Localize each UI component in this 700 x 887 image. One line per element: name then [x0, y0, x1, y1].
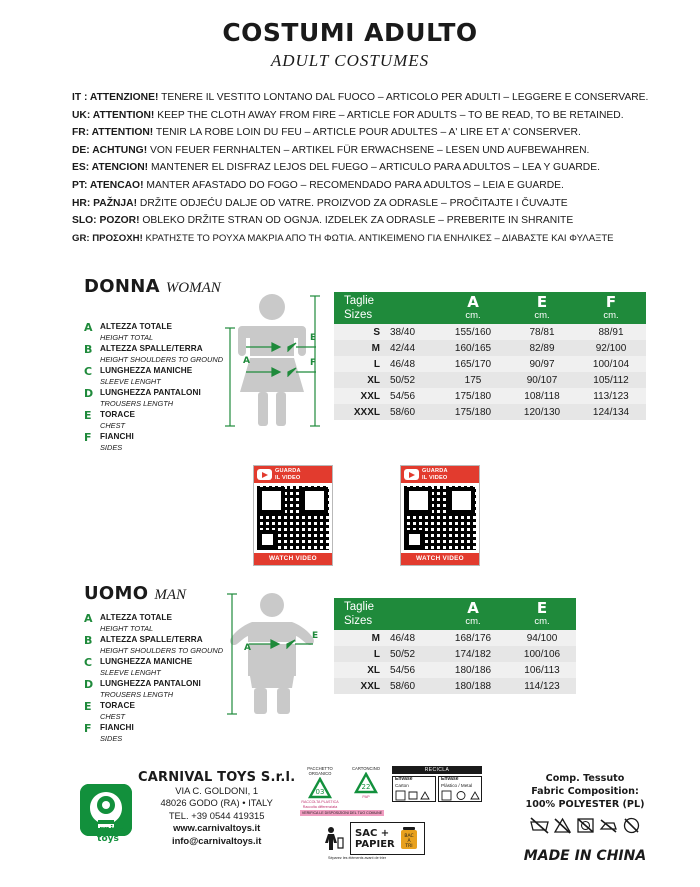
care-symbols-row: [500, 816, 670, 840]
warning-lang: FR: ATTENTION!: [72, 127, 154, 139]
fabric-line-3: 100% POLYESTER (PL): [525, 799, 645, 810]
table-row: XXL 58/60 180/188 114/123: [334, 678, 576, 694]
tidyman-icon: [324, 826, 344, 851]
do-not-tumble-dry-icon: [576, 816, 595, 840]
size-table-donna: [334, 292, 646, 420]
figure-letter-a-uomo: A: [244, 643, 251, 653]
do-not-iron-icon: [599, 816, 618, 840]
address-line: 48026 GODO (RA) • ITALY: [160, 797, 273, 809]
warning-text: TENIR LA ROBE LOIN DU FEU – ARTICLE POUR ADULTES – A' LIRE ET A' CONSERVER.: [155, 127, 581, 139]
svg-text:22: 22: [361, 783, 371, 791]
warning-line: [72, 107, 632, 125]
recycling-marks-block: [300, 766, 480, 861]
legend-label-en: SIDES: [100, 733, 123, 743]
legend-letter: A: [84, 321, 93, 334]
warning-line: [72, 142, 632, 160]
company-address: [138, 772, 295, 848]
company-email[interactable]: info@carnivaltoys.it: [171, 834, 262, 846]
legend-label-it: ALTEZZA SPALLE/TERRA: [100, 344, 203, 353]
table-header-taglie: Taglie: [344, 601, 375, 613]
table-row: XXXL 58/60 175/180 120/130 124/134: [334, 404, 646, 420]
table-header-col-f: F cm.: [576, 292, 646, 324]
warning-lang: SLO: POZOR!: [72, 215, 140, 227]
qr-card-video-1[interactable]: [253, 465, 333, 566]
qr-code-icon[interactable]: [404, 486, 476, 550]
legend-label-it: LUNGHEZZA PANTALONI: [100, 679, 201, 688]
man-figure-diagram: [222, 590, 322, 723]
table-header-taglie: Taglie: [344, 295, 375, 307]
legend-letter: F: [84, 722, 92, 735]
legend-row: [84, 432, 223, 453]
legend-row: [84, 388, 223, 409]
legend-label-it: FIANCHI: [100, 432, 134, 441]
legend-row: [84, 366, 223, 387]
sort-note: Séparez les éléments avant de trier: [328, 856, 387, 861]
legend-letter: C: [84, 656, 93, 669]
legend-label-it: TORACE: [100, 701, 136, 710]
table-row: M 46/48 168/176 94/100: [334, 630, 576, 646]
table-header-col-a: A cm.: [438, 292, 508, 324]
recycle-badge-caption: PACCHETTO ORGANICO: [307, 766, 333, 776]
legend-row: [84, 635, 223, 656]
legend-label-it: ALTEZZA SPALLE/TERRA: [100, 635, 203, 644]
recycle-triangle-icon: [307, 777, 333, 800]
figure-letter-f-donna: F: [310, 358, 317, 368]
legend-donna: [84, 322, 223, 454]
table-row: S 38/40 155/160 78/81 88/91: [334, 324, 646, 340]
envase-plastico-box: Envase Plàstico / Metal: [438, 776, 482, 802]
qr-card-video-2[interactable]: [400, 465, 480, 566]
recycle-triangle-icon: [353, 772, 379, 795]
warning-text: TENERE IL VESTITO LONTANO DAL FUOCO – ARTICOLO PER ADULTI – LEGGERE E CONSERVARE.: [161, 92, 649, 103]
qr-top-line1: GUARDA: [275, 468, 301, 475]
legend-row: [84, 322, 223, 343]
section-title-italic: WOMAN: [165, 280, 221, 296]
table-row: L 50/52 174/182 100/106: [334, 646, 576, 662]
legend-letter: E: [84, 409, 92, 422]
warning-line: [72, 124, 632, 142]
recycle-verify-note: VERIFICA LE DISPOSIZIONI DEL TUO COMUNE: [301, 811, 383, 815]
warning-line: [72, 177, 632, 195]
woman-figure-diagram: [222, 290, 322, 435]
recycle-badge-plastic: [300, 766, 340, 810]
legend-label-en: HEIGHT SHOULDERS TO GROUND: [100, 645, 224, 655]
svg-text:03: 03: [315, 788, 325, 796]
section-title-bold: DONNA: [84, 276, 160, 297]
table-header-donna: [334, 292, 646, 324]
fabric-line-1: Comp. Tessuto: [545, 773, 625, 784]
qr-code-icon[interactable]: [257, 486, 329, 550]
footer: [0, 760, 700, 887]
legend-label-en: SLEEVE LENGHT: [100, 667, 161, 677]
warning-text: MANTENER EL DISFRAZ LEJOS DEL FUEGO – ARTICULO PARA ADULTOS – LEA Y GUARDE.: [150, 162, 600, 174]
warning-lang: HR: PAŽNJA!: [72, 197, 138, 209]
warning-lang: ES: ATENCION!: [72, 162, 149, 174]
table-header-uomo: [334, 598, 576, 630]
figure-letter-e-donna: E: [310, 333, 317, 343]
legend-letter: C: [84, 365, 93, 378]
warning-lang: GR: ΠΡΟΣΟΧΗ!: [72, 232, 143, 244]
table-header-sizes: Sizes: [344, 615, 373, 627]
envase-carton-box: Envase Carton: [392, 776, 436, 802]
legend-row: [84, 679, 223, 700]
warning-text: OBLEKO DRŽITE STRAN OD OGNJA. IZDELEK ZA ODRASLE – PREBERITE IN SHRANITE: [142, 215, 574, 227]
recycle-badge-caption: CARTONCINO: [352, 766, 380, 771]
warning-lang: DE: ACHTUNG!: [72, 144, 148, 156]
recycle-badge-label: RACCOLTA PLASTICA Raccolta differenziata: [301, 800, 339, 809]
legend-label-it: LUNGHEZZA MANICHE: [100, 657, 193, 666]
company-name: CARNIVAL TOYS S.r.l.: [138, 770, 296, 785]
legend-label-en: TROUSERS LENGTH: [100, 689, 174, 699]
sac-line1: SAC +: [355, 827, 390, 839]
legend-label-en: CHEST: [100, 420, 126, 430]
hips-arrow-f-donna: [244, 364, 318, 382]
recycle-badge-label: PAP: [362, 795, 370, 799]
table-header-sizes-cell: [334, 598, 438, 630]
table-header-col-a: A cm.: [438, 598, 508, 630]
warning-text: DRŽITE ODJEĆU DALJE OD VATRE. PROIZVOD ZA ODRASLE – PROČITAJTE I ČUVAJTE: [139, 197, 568, 209]
legend-label-it: TORACE: [100, 410, 136, 419]
legend-label-it: LUNGHEZZA MANICHE: [100, 366, 193, 375]
svg-text:BAC: BAC: [404, 834, 414, 840]
legend-label-en: HEIGHT TOTAL: [100, 332, 154, 342]
qr-top-line2: IL VIDEO: [275, 474, 301, 481]
legend-label-it: LUNGHEZZA PANTALONI: [100, 388, 201, 397]
page-title: COSTUMI ADULTO: [222, 18, 478, 47]
warning-line: [72, 159, 632, 177]
made-in-label: MADE IN CHINA: [523, 848, 647, 864]
size-table-uomo: [334, 598, 576, 694]
recycle-badge-paper: [346, 766, 386, 810]
warning-text: KEEP THE CLOTH AWAY FROM FIRE – ARTICLE FOR ADULTS – TO BE READ, TO BE RETAINED.: [157, 109, 624, 121]
do-not-wash-icon: [530, 816, 549, 840]
warning-lang: IT : ATTENZIONE!: [72, 92, 159, 103]
warning-lang: PT: ATENCAO!: [72, 179, 144, 191]
legend-row: [84, 723, 223, 744]
fabric-line-2: Fabric Composition:: [531, 786, 639, 797]
warning-text: VON FEUER FERNHALTEN – ARTIKEL FÜR ERWACHSENE – LESEN UND AUFBEWAHREN.: [150, 144, 590, 156]
do-not-dryclean-icon: [622, 816, 641, 840]
section-heading-uomo: [0, 583, 186, 604]
address-line: VIA C. GOLDONI, 1: [175, 784, 259, 796]
legend-letter: B: [84, 343, 93, 356]
legend-row: [84, 701, 223, 722]
legend-label-it: FIANCHI: [100, 723, 134, 732]
legend-letter: B: [84, 634, 93, 647]
warning-text: MANTER AFASTADO DO FOGO – RECOMENDADO PARA ADULTOS – LEIA E GUARDE.: [146, 179, 564, 191]
qr-card-header: [254, 466, 332, 483]
table-row: XXL 54/56 175/180 108/118 113/123: [334, 388, 646, 404]
warnings-block: [0, 89, 700, 247]
table-row: XL 50/52 175 90/107 105/112: [334, 372, 646, 388]
figure-letter-e-uomo: E: [312, 631, 319, 641]
legend-letter: A: [84, 612, 93, 625]
company-website[interactable]: www.carnivaltoys.it: [173, 822, 261, 834]
table-header-sizes: Sizes: [344, 309, 373, 321]
table-row: XL 54/56 180/186 106/113: [334, 662, 576, 678]
address-line: TEL. +39 0544 419315: [168, 809, 265, 821]
page-subtitle: ADULT COSTUMES: [270, 51, 430, 70]
table-header-sizes-cell: [334, 292, 438, 324]
qr-top-line1: GUARDA: [422, 468, 448, 475]
logo-caption: carnival toys: [87, 825, 129, 844]
svg-text:TRI: TRI: [405, 844, 413, 850]
warning-line: [72, 212, 632, 230]
table-header-col-e: E cm.: [508, 598, 576, 630]
legend-row: [84, 613, 223, 634]
recicla-title: RECICLA: [392, 766, 482, 774]
fabric-composition-block: [500, 772, 670, 840]
qr-bottom-label: WATCH VIDEO: [401, 553, 479, 565]
qr-bottom-label: WATCH VIDEO: [254, 553, 332, 565]
legend-label-en: SLEEVE LENGHT: [100, 376, 161, 386]
warning-line: [72, 230, 632, 248]
legend-label-it: ALTEZZA TOTALE: [100, 613, 173, 622]
section-title-bold: UOMO: [84, 583, 149, 604]
svg-text:À: À: [407, 839, 411, 845]
table-header-col-e: E cm.: [508, 292, 576, 324]
document-page: [0, 18, 700, 887]
warning-line: [72, 195, 632, 213]
legend-letter: D: [84, 387, 94, 400]
chest-arrow-e-donna: [244, 339, 318, 357]
legend-uomo: [84, 613, 223, 745]
legend-label-en: HEIGHT TOTAL: [100, 623, 154, 633]
warning-text: ΚΡΑΤΗΣΤΕ ΤΟ ΡΟΥΧΑ ΜΑΚΡΙΑ ΑΠΟ ΤΗ ΦΩΤΙΑ. ΑΝΤΙΚΕΙΜΕΝΟ ΓΙΑ ΕΝΗΛΙΚΕΣ – ΔΙΑΒΑΣΤΕ ΚΑΙ ΦΥΛΑΞΤΕ: [145, 232, 614, 244]
legend-row: [84, 410, 223, 431]
section-heading-donna: [0, 276, 221, 297]
legend-label-it: ALTEZZA TOTALE: [100, 322, 173, 331]
sac-papier-box: [350, 822, 425, 855]
legend-letter: E: [84, 700, 92, 713]
legend-label-en: TROUSERS LENGTH: [100, 398, 174, 408]
legend-label-en: SIDES: [100, 442, 123, 452]
youtube-icon: [257, 469, 272, 480]
legend-row: [84, 344, 223, 365]
legend-label-en: CHEST: [100, 711, 126, 721]
legend-letter: F: [84, 431, 92, 444]
figure-letter-a-donna: A: [243, 356, 250, 366]
legend-letter: D: [84, 678, 94, 691]
chest-arrow-e-uomo: [247, 636, 315, 654]
qr-card-header: [401, 466, 479, 483]
warning-line: [72, 89, 649, 107]
table-row: L 46/48 165/170 90/97 100/104: [334, 356, 646, 372]
sac-line2: PAPIER: [355, 838, 395, 850]
do-not-bleach-icon: [553, 816, 572, 840]
bin-icon: [398, 825, 420, 852]
legend-row: [84, 657, 223, 678]
qr-top-line2: IL VIDEO: [422, 474, 448, 481]
section-title-italic: MAN: [154, 587, 187, 603]
youtube-icon: [404, 469, 419, 480]
warning-lang: UK: ATTENTION!: [72, 109, 155, 121]
table-row: M 42/44 160/165 82/89 92/100: [334, 340, 646, 356]
legend-label-en: HEIGHT SHOULDERS TO GROUND: [100, 354, 224, 364]
